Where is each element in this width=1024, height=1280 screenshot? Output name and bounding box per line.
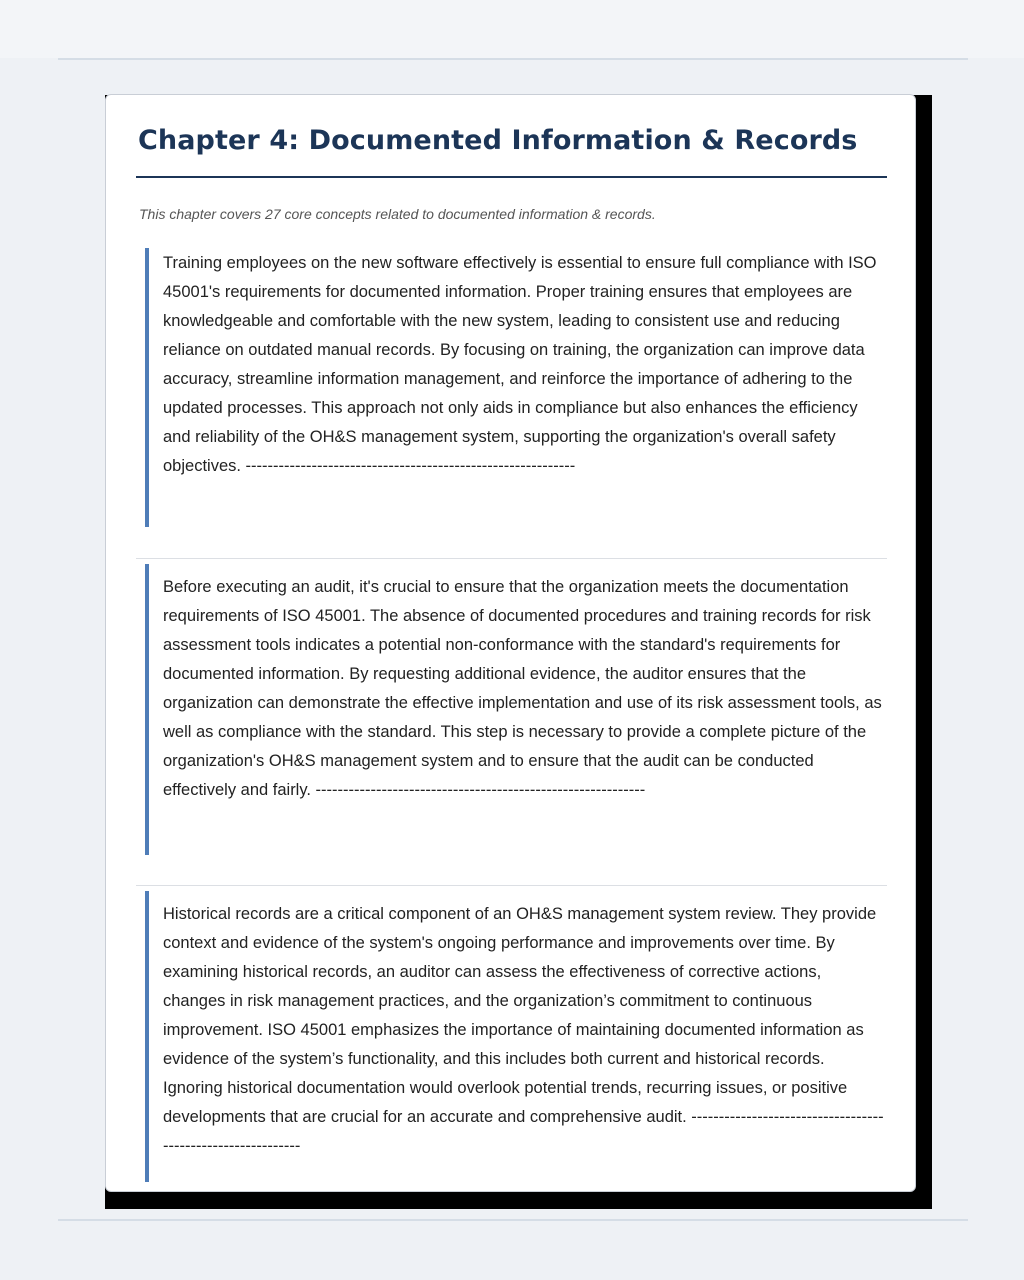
concept-entry [145, 248, 887, 527]
concept-entry [145, 564, 887, 855]
chapter-title: Chapter 4: Documented Information & Records [138, 125, 858, 156]
title-underline [136, 176, 887, 178]
top-band [0, 0, 1024, 58]
concept-entry-text: Before executing an audit, it's crucial to ensure that the organization meets the documentation requirements of ISO 45001. The absence of documented procedures and training records for risk assessment tools indicates a potential non-conformance with the standard's requirements for documented information. By requesting additional evidence, the auditor ensures that the organization can demonstrate the effective implementation and use of its risk assessment tools, as well as compliance with the standard. This step is necessary to provide a complete picture of the organization's OH&S management system and to ensure that the audit can be conducted effectively and fairly. ------------------------------------------------------------ [163, 578, 882, 799]
bottom-divider [58, 1219, 968, 1221]
concept-entry-text: Training employees on the new software effectively is essential to ensure full compliance with ISO 45001's requirements for documented information. Proper training ensures that employees are knowledgeable and comfortable with the new system, leading to consistent use and reducing reliance on outdated manual records. By focusing on training, the organization can improve data accuracy, streamline information management, and reinforce the importance of adhering to the updated processes. This approach not only aids in compliance but also enhances the efficiency and reliability of the OH&S management system, supporting the organization's overall safety objectives. ------------------------------------------------------------ [163, 254, 877, 475]
top-divider [58, 58, 968, 60]
concept-entry [145, 891, 887, 1182]
entry-divider [136, 885, 887, 886]
chapter-intro: This chapter covers 27 core concepts related to documented information & records. [139, 206, 656, 222]
document-page [105, 94, 916, 1192]
entry-divider [136, 558, 887, 559]
concept-entry-text: Historical records are a critical component of an OH&S management system review. They provide context and evidence of the system's ongoing performance and improvements over time. By examining historical records, an auditor can assess the effectiveness of corrective actions, changes in risk management practices, and the organization’s commitment to continuous improvement. ISO 45001 emphasizes the importance of maintaining documented information as evidence of the system’s functionality, and this includes both current and historical records. Ignoring historical documentation would overlook potential trends, recurring issues, or positive developments that are crucial for an accurate and comprehensive audit. ------------------------------------------------------------ [163, 905, 884, 1155]
